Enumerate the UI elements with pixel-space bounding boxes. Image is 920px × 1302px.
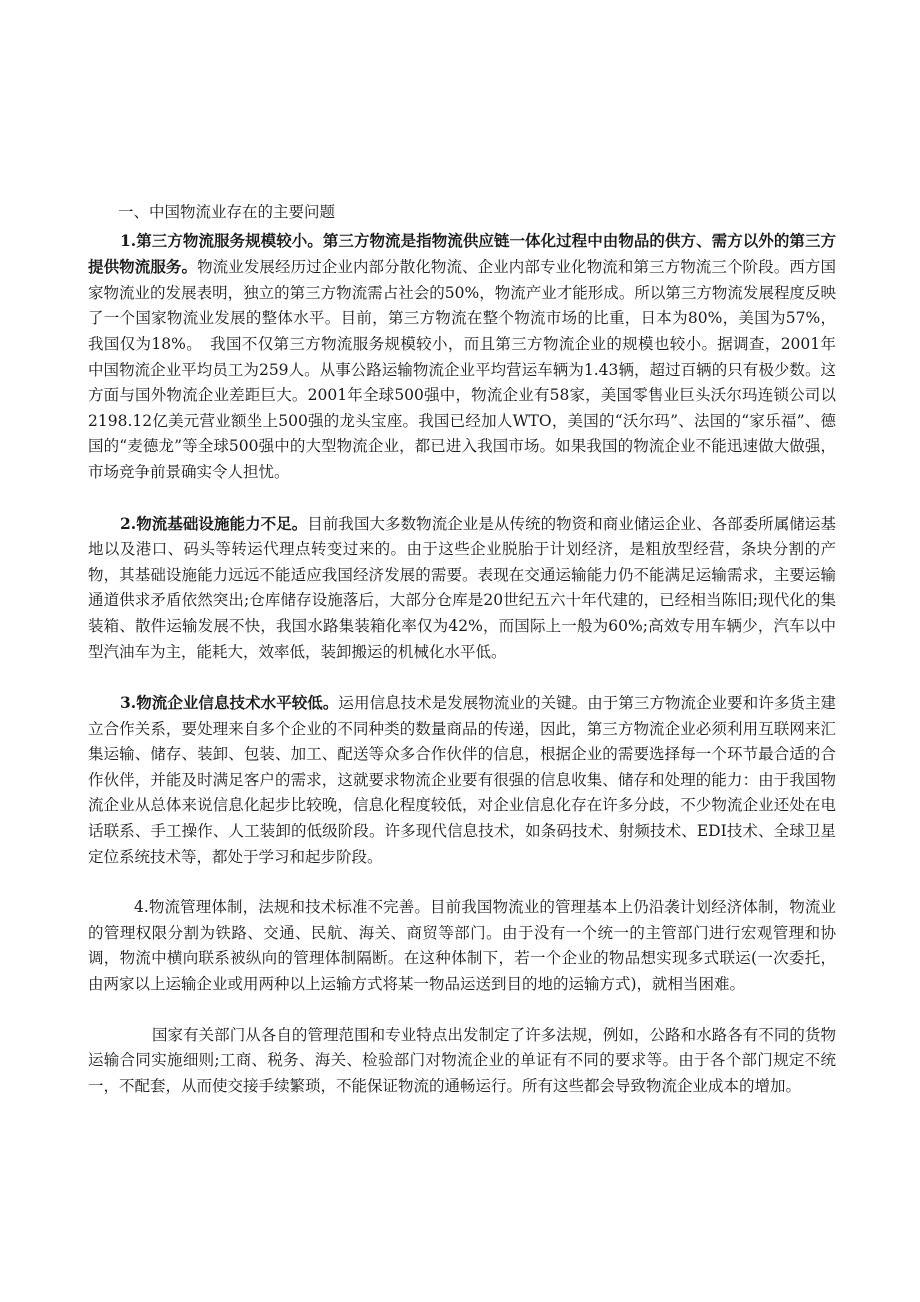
paragraph-3 [88, 690, 836, 870]
section-title: 一、中国物流业存在的主要问题 [118, 203, 336, 221]
paragraph-1 [88, 228, 836, 486]
paragraph-3-lead: 3.物流企业信息技术水平较低。 [120, 693, 339, 713]
paragraph-2-body: 目前我国大多数物流企业是从传统的物资和商业储运企业、各部委所属储运基地以及港口、码头等转运代理点转变过来的。由于这些企业脱胎于计划经济，是粗放型经营，条块分割的产物，其基础设施能力远远不能适应我国经济发展的需要。表现在交通运输能力仍不能满足运输需求，主要运输通道供求矛盾依然突出;仓库储存设施落后，大部分仓库是20世纪五六十年代建的，已经相当陈旧;现代化的集装箱、散件运输发展不快，我国水路集装箱化率仅为42%，而国际上一般为60%;高效专用车辆少，汽车以中型汽油车为主，能耗大，效率低，装卸搬运的机械化水平低。 [88, 514, 836, 661]
paragraph-2 [88, 511, 836, 666]
paragraph-5 [88, 1023, 836, 1100]
document-body [88, 200, 836, 1124]
paragraph-1-lead: 1.第三方物流服务规模较小。第三方物流是指物流供应链一体化过程中由物品的供方、需方以外的第三方提供物流服务。 [88, 230, 836, 277]
paragraph-4 [88, 895, 836, 997]
paragraph-4-body: 4.物流管理体制，法规和技术标准不完善。目前我国物流业的管理基本上仍沿袭计划经济体制，物流业的管理权限分割为铁路、交通、民航、海关、商贸等部门。由于没有一个统一的主管部门进行宏观管理和协调，物流中横向联系被纵向的管理体制隔断。在这种体制下，若一个企业的物品想实现多式联运(一次委托，由两家以上运输企业或用两种以上运输方式将某一物品运送到目的地的运输方式)，就相当困难。 [88, 898, 836, 994]
paragraph-1-body: 物流业发展经历过企业内部分散化物流、企业内部专业化物流和第三方物流三个阶段。西方国家物流业的发展表明，独立的第三方物流需占社会的50%，物流产业才能形成。所以第三方物流发展程度反映了一个国家物流业发展的整体水平。目前，第三方物流在整个物流市场的比重，日本为80%，美国为57%，我国仅为18%。 我国不仅第三方物流服务规模较小，而且第三方物流企业的规模也较小。据调查，2001年中国物流企业平均员工为259人。从事公路运输物流企业平均营运车辆为1.43辆，超过百辆的只有极少数。这方面与国外物流企业差距巨大。2001年全球500强中，物流企业有58家，美国零售业巨头沃尔玛连锁公司以2198.12亿美元营业额坐上500强的龙头宝座。我国已经加人WTO，美国的“沃尔玛”、法国的“家乐福”、德国的“麦德龙”等全球500强中的大型物流企业，都已进入我国市场。如果我国的物流企业不能迅速做大做强，市场竞争前景确实令人担忧。 [88, 258, 836, 481]
paragraph-3-body: 运用信息技术是发展物流业的关键。由于第三方物流企业要和许多货主建立合作关系，要处理来自多个企业的不同种类的数量商品的传递，因此，第三方物流企业必须利用互联网来汇集运输、储存、装卸、包装、加工、配送等众多合作伙伴的信息，根据企业的需要选择每一个环节最合适的合作伙伴，并能及时满足客户的需求，这就要求物流企业要有很强的信息收集、储存和处理的能力：由于我国物流企业从总体来说信息化起步比较晚，信息化程度较低，对企业信息化存在许多分歧，不少物流企业还处在电话联系、手工操作、人工装卸的低级阶段。许多现代信息技术，如条码技术、射频技术、EDI技术、全球卫星定位系统技术等，都处于学习和起步阶段。 [88, 694, 836, 866]
paragraph-5-body: 国家有关部门从各自的管理范围和专业特点出发制定了许多法规，例如，公路和水路各有不同的货物运输合同实施细则;工商、税务、海关、检验部门对物流企业的单证有不同的要求等。由于各个部门规定不统一，不配套，从而使交接手续繁琐，不能保证物流的通畅运行。所有这些都会导致物流企业成本的增加。 [88, 1025, 836, 1095]
paragraph-2-lead: 2.物流基础设施能力不足。 [120, 513, 308, 533]
